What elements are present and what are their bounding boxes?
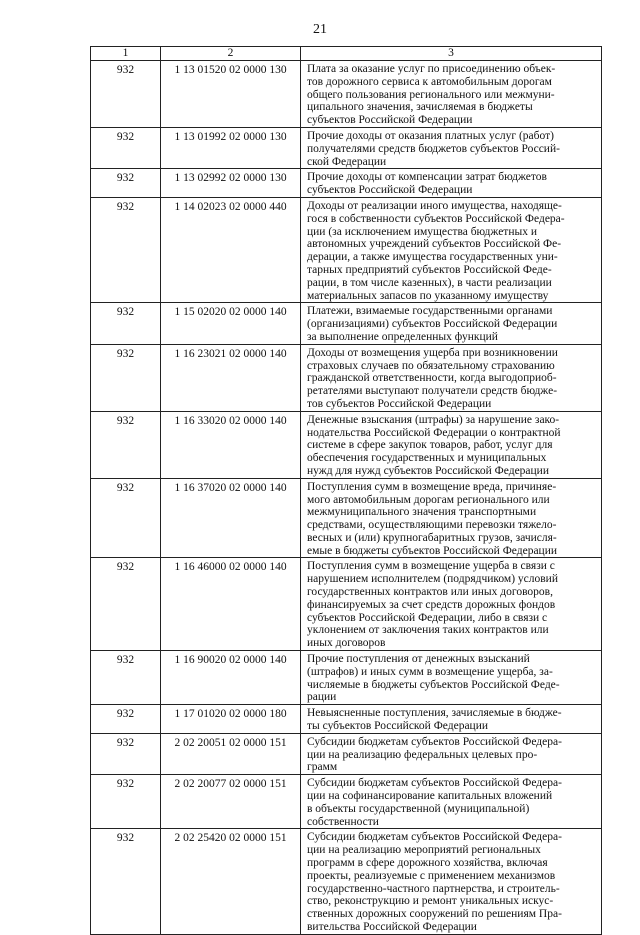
budget-code-cell: 1 16 90020 02 0000 140 <box>161 651 301 705</box>
budget-code-cell: 1 16 37020 02 0000 140 <box>161 478 301 558</box>
page-number: 21 <box>313 22 327 37</box>
description-line: субъектов Российской Федерации, либо в связи с <box>307 611 548 624</box>
description-line: ции на реализацию мероприятий региональных <box>307 844 541 857</box>
description-line: тов дорожного сервиса к автомобильным дорогам <box>307 75 552 88</box>
description-line: Субсидии бюджетам субъектов Российской Федера- <box>307 831 562 844</box>
budget-code-cell: 1 16 33020 02 0000 140 <box>161 411 301 478</box>
description-cell <box>301 829 602 934</box>
admin-code-cell: 932 <box>91 651 161 705</box>
description-line: емые в бюджеты субъектов Российской Федерации <box>307 544 558 557</box>
table-row <box>91 829 602 934</box>
description-line: программ в сфере дорожного хозяйства, включая <box>307 857 548 870</box>
description-cell <box>301 478 602 558</box>
description-cell <box>301 558 602 651</box>
table-row <box>91 651 602 705</box>
description-line: числяемые в бюджеты субъектов Российской Феде- <box>307 678 560 691</box>
budget-code-cell: 1 15 02020 02 0000 140 <box>161 303 301 344</box>
description-line: Невыясненные поступления, зачисляемые в бюдже- <box>307 707 562 720</box>
description-line: Платежи, взимаемые государственными органами <box>307 305 553 318</box>
budget-code-cell: 2 02 25420 02 0000 151 <box>161 829 301 934</box>
budget-code-cell: 1 17 01020 02 0000 180 <box>161 705 301 734</box>
description-line: автономных учреждений субъектов Российской Фе- <box>307 238 562 251</box>
description-line: гося в собственности субъектов Российской Федера- <box>307 212 565 225</box>
description-line: гражданской ответственности, когда выгодоприоб- <box>307 372 557 385</box>
column-header: 1 <box>91 47 161 61</box>
description-line: проекты, реализуемые с применением механизмов <box>307 869 556 882</box>
description-line: финансируемых за счет средств дорожных фондов <box>307 598 556 611</box>
budget-code-cell: 2 02 20051 02 0000 151 <box>161 733 301 774</box>
table-row <box>91 411 602 478</box>
budget-code-cell: 1 14 02023 02 0000 440 <box>161 197 301 302</box>
description-line: межмуниципального значения транспортными <box>307 506 537 519</box>
description-line: Прочие доходы от компенсации затрат бюджетов <box>307 171 547 184</box>
description-line: нужд для нужд субъектов Российской Федерации <box>307 464 549 477</box>
description-line: Поступления сумм в возмещение ущерба в связи с <box>307 560 555 573</box>
description-line: ции на реализацию федеральных целевых про- <box>307 748 538 761</box>
revenue-codes-table <box>90 46 602 935</box>
description-cell <box>301 651 602 705</box>
description-line: за выполнение определенных функций <box>307 330 498 343</box>
description-line: материальных запасов по указанному имуществу <box>307 289 549 302</box>
table-row <box>91 303 602 344</box>
table-row <box>91 197 602 302</box>
admin-code-cell: 932 <box>91 829 161 934</box>
description-line: системе в сфере закупок товаров, работ, услуг для <box>307 439 553 452</box>
description-line: (штрафов) и иных сумм в возмещение ущерба, за- <box>307 665 553 678</box>
description-line: грамм <box>307 761 338 774</box>
description-line: субъектов Российской Федерации <box>307 114 473 127</box>
table-row <box>91 169 602 198</box>
description-line: ции на софинансирование капитальных вложений <box>307 790 553 803</box>
description-line: ретателями выступают получатели средств бюдже- <box>307 385 558 398</box>
budget-code-cell: 1 16 23021 02 0000 140 <box>161 344 301 411</box>
description-line: весных и (или) крупногабаритных грузов, зачисля- <box>307 531 557 544</box>
description-line: государственно-частного партнерства, и строитель- <box>307 882 560 895</box>
admin-code-cell: 932 <box>91 733 161 774</box>
description-line: ты субъектов Российской Федерации <box>307 720 489 733</box>
admin-code-cell: 932 <box>91 478 161 558</box>
description-cell <box>301 303 602 344</box>
description-line: ции (за исключением имущества бюджетных и <box>307 225 537 238</box>
budget-code-cell: 2 02 20077 02 0000 151 <box>161 775 301 829</box>
admin-code-cell: 932 <box>91 127 161 168</box>
description-line: страховых случаев по обязательному страхованию <box>307 359 555 372</box>
description-line: ципального значения, зачисляемая в бюджеты <box>307 101 533 114</box>
description-line: вительства Российской Федерации <box>307 921 477 933</box>
description-cell <box>301 197 602 302</box>
description-line: уклонением от заключения таких контрактов или <box>307 624 549 637</box>
description-line: рации <box>307 691 337 704</box>
description-cell <box>301 775 602 829</box>
table-row <box>91 705 602 734</box>
description-line: в объекты государственной (муниципальной) <box>307 802 530 815</box>
description-line: Денежные взыскания (штрафы) за нарушение зако- <box>307 413 560 426</box>
admin-code-cell: 932 <box>91 197 161 302</box>
description-cell <box>301 733 602 774</box>
table-row <box>91 61 602 128</box>
description-line: Поступления сумм в возмещение вреда, причиняе- <box>307 480 557 493</box>
description-line: Доходы от возмещения ущерба при возникновении <box>307 346 558 359</box>
admin-code-cell: 932 <box>91 169 161 198</box>
description-line: Прочие поступления от денежных взысканий <box>307 653 530 666</box>
admin-code-cell: 932 <box>91 303 161 344</box>
table-row <box>91 344 602 411</box>
description-line: тов субъектов Российской Федерации <box>307 397 492 410</box>
admin-code-cell: 932 <box>91 558 161 651</box>
admin-code-cell: 932 <box>91 61 161 128</box>
table-header-row <box>91 47 602 61</box>
table-row <box>91 478 602 558</box>
description-line: Прочие доходы от оказания платных услуг (работ) <box>307 129 554 142</box>
description-line: получателями средств бюджетов субъектов Россий- <box>307 142 560 155</box>
description-cell <box>301 705 602 734</box>
table-row <box>91 733 602 774</box>
description-line: Субсидии бюджетам субъектов Российской Федера- <box>307 777 562 790</box>
description-line: Плата за оказание услуг по присоединению объек- <box>307 63 556 75</box>
description-line: нодательства Российской Федерации о контрактной <box>307 426 561 439</box>
description-line: (организациями) субъектов Российской Федерации <box>307 318 558 331</box>
description-line: Доходы от реализации иного имущества, находяще- <box>307 199 562 212</box>
description-line: ственных дорожных сооружений по решениям Пра- <box>307 908 562 921</box>
description-cell <box>301 61 602 128</box>
admin-code-cell: 932 <box>91 411 161 478</box>
description-line: дерации, а также имущества государственных уни- <box>307 251 558 264</box>
budget-code-cell: 1 13 01520 02 0000 130 <box>161 61 301 128</box>
admin-code-cell: 932 <box>91 775 161 829</box>
column-header: 3 <box>301 47 602 61</box>
budget-code-cell: 1 16 46000 02 0000 140 <box>161 558 301 651</box>
description-line: нарушением исполнителем (подрядчиком) условий <box>307 573 558 586</box>
description-line: субъектов Российской Федерации <box>307 184 473 197</box>
admin-code-cell: 932 <box>91 344 161 411</box>
description-line: общего пользования регионального или межмуни- <box>307 88 555 101</box>
admin-code-cell: 932 <box>91 705 161 734</box>
description-line: мого автомобильным дорогам регионального или <box>307 493 550 506</box>
description-line: рации, в том числе казенных), в части реализации <box>307 276 552 289</box>
description-line: иных договоров <box>307 637 386 650</box>
description-cell <box>301 127 602 168</box>
budget-code-cell: 1 13 02992 02 0000 130 <box>161 169 301 198</box>
budget-code-cell: 1 13 01992 02 0000 130 <box>161 127 301 168</box>
description-line: государственных контрактов или иных договоров, <box>307 586 553 599</box>
description-line: Субсидии бюджетам субъектов Российской Федера- <box>307 735 562 748</box>
description-line: тарных предприятий субъектов Российской Феде- <box>307 263 552 276</box>
table-row <box>91 127 602 168</box>
description-cell <box>301 169 602 198</box>
description-line: ской Федерации <box>307 155 387 168</box>
description-line: средствами, осуществляющими перевозки тяжело- <box>307 519 557 532</box>
description-line: обеспечения государственных и муниципальных <box>307 452 547 465</box>
description-line: ство, реконструкцию и ремонт уникальных искус- <box>307 895 554 908</box>
table-row <box>91 775 602 829</box>
description-cell <box>301 411 602 478</box>
column-header: 2 <box>161 47 301 61</box>
table-row <box>91 558 602 651</box>
description-cell <box>301 344 602 411</box>
description-line: собственности <box>307 815 379 828</box>
